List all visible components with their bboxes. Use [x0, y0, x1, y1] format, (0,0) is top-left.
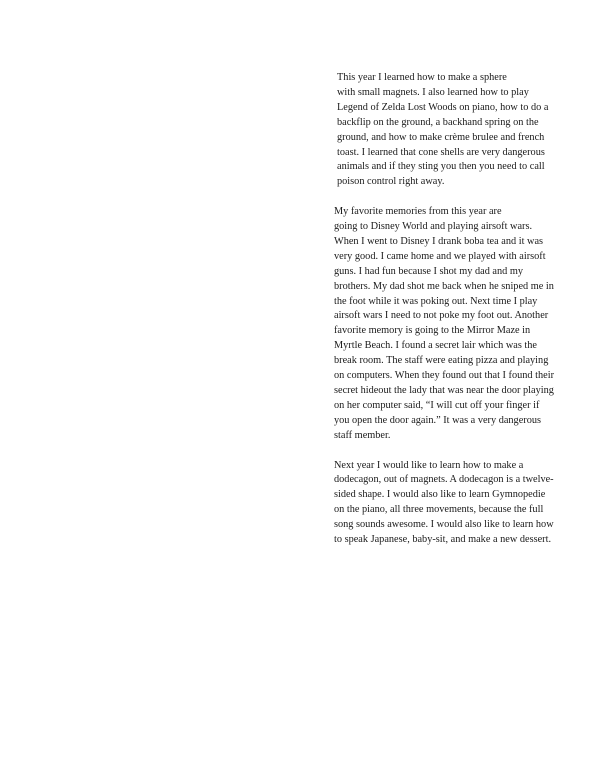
text-line: When I went to Disney I drank boba tea and it was — [334, 235, 544, 247]
text-line: airsoft wars I need to not poke my foot out. Another — [334, 310, 549, 322]
text-line: going to Disney World and playing airsoft wars. — [334, 221, 533, 233]
text-line: Next year I would like to learn how to make a — [334, 459, 524, 471]
text-line: staff member. — [334, 429, 391, 441]
text-line: favorite memory is going to the Mirror Maze in — [334, 325, 531, 337]
text-line: you open the door again.” It was a very dangerous — [334, 414, 542, 426]
text-line: on computers. When they found out that I found their — [334, 370, 555, 382]
text-line: brothers. My dad shot me back when he sniped me in — [334, 280, 554, 292]
text-line: break room. The staff were eating pizza and playing — [334, 355, 549, 367]
text-line: ground, and how to make crème brulee and french — [337, 131, 545, 143]
text-line: the foot while it was poking out. Next time I play — [334, 295, 538, 307]
text-line: song sounds awesome. I would also like to learn how — [334, 519, 554, 531]
text-line: toast. I learned that cone shells are very dangerous — [337, 146, 545, 158]
text-line: on her computer said, “I will cut off your finger if — [334, 399, 540, 411]
text-line: secret hideout the lady that was near the door playing — [334, 385, 554, 397]
text-line: backflip on the ground, a backhand spring on the — [337, 116, 539, 128]
paragraph-favorite-memories — [297, 205, 555, 444]
text-line: sided shape. I would also like to learn Gymnopedie — [334, 489, 546, 501]
essay-body — [297, 71, 555, 563]
paragraph-next-year — [297, 459, 554, 548]
text-line: poison control right away. — [337, 176, 445, 188]
text-line: This year I learned how to make a sphere — [337, 72, 507, 83]
text-line: animals and if they sting you then you need to call — [337, 161, 545, 173]
text-line: on the piano, all three movements, because the full — [334, 504, 544, 516]
text-line: very good. I came home and we played with airsoft — [334, 250, 546, 262]
text-line: dodecagon, out of magnets. A dodecagon is a twelve- — [334, 474, 554, 486]
text-line: with small magnets. I also learned how to play — [337, 86, 529, 98]
text-line: to speak Japanese, baby-sit, and make a new dessert. — [334, 534, 552, 546]
text-line: guns. I had fun because I shot my dad and my — [334, 265, 524, 277]
text-line: Myrtle Beach. I found a secret lair which was the — [334, 340, 538, 352]
text-line: Legend of Zelda Lost Woods on piano, how to do a — [337, 101, 549, 113]
text-line: My favorite memories from this year are — [334, 206, 502, 218]
paragraph-learned-this-year — [297, 71, 549, 190]
